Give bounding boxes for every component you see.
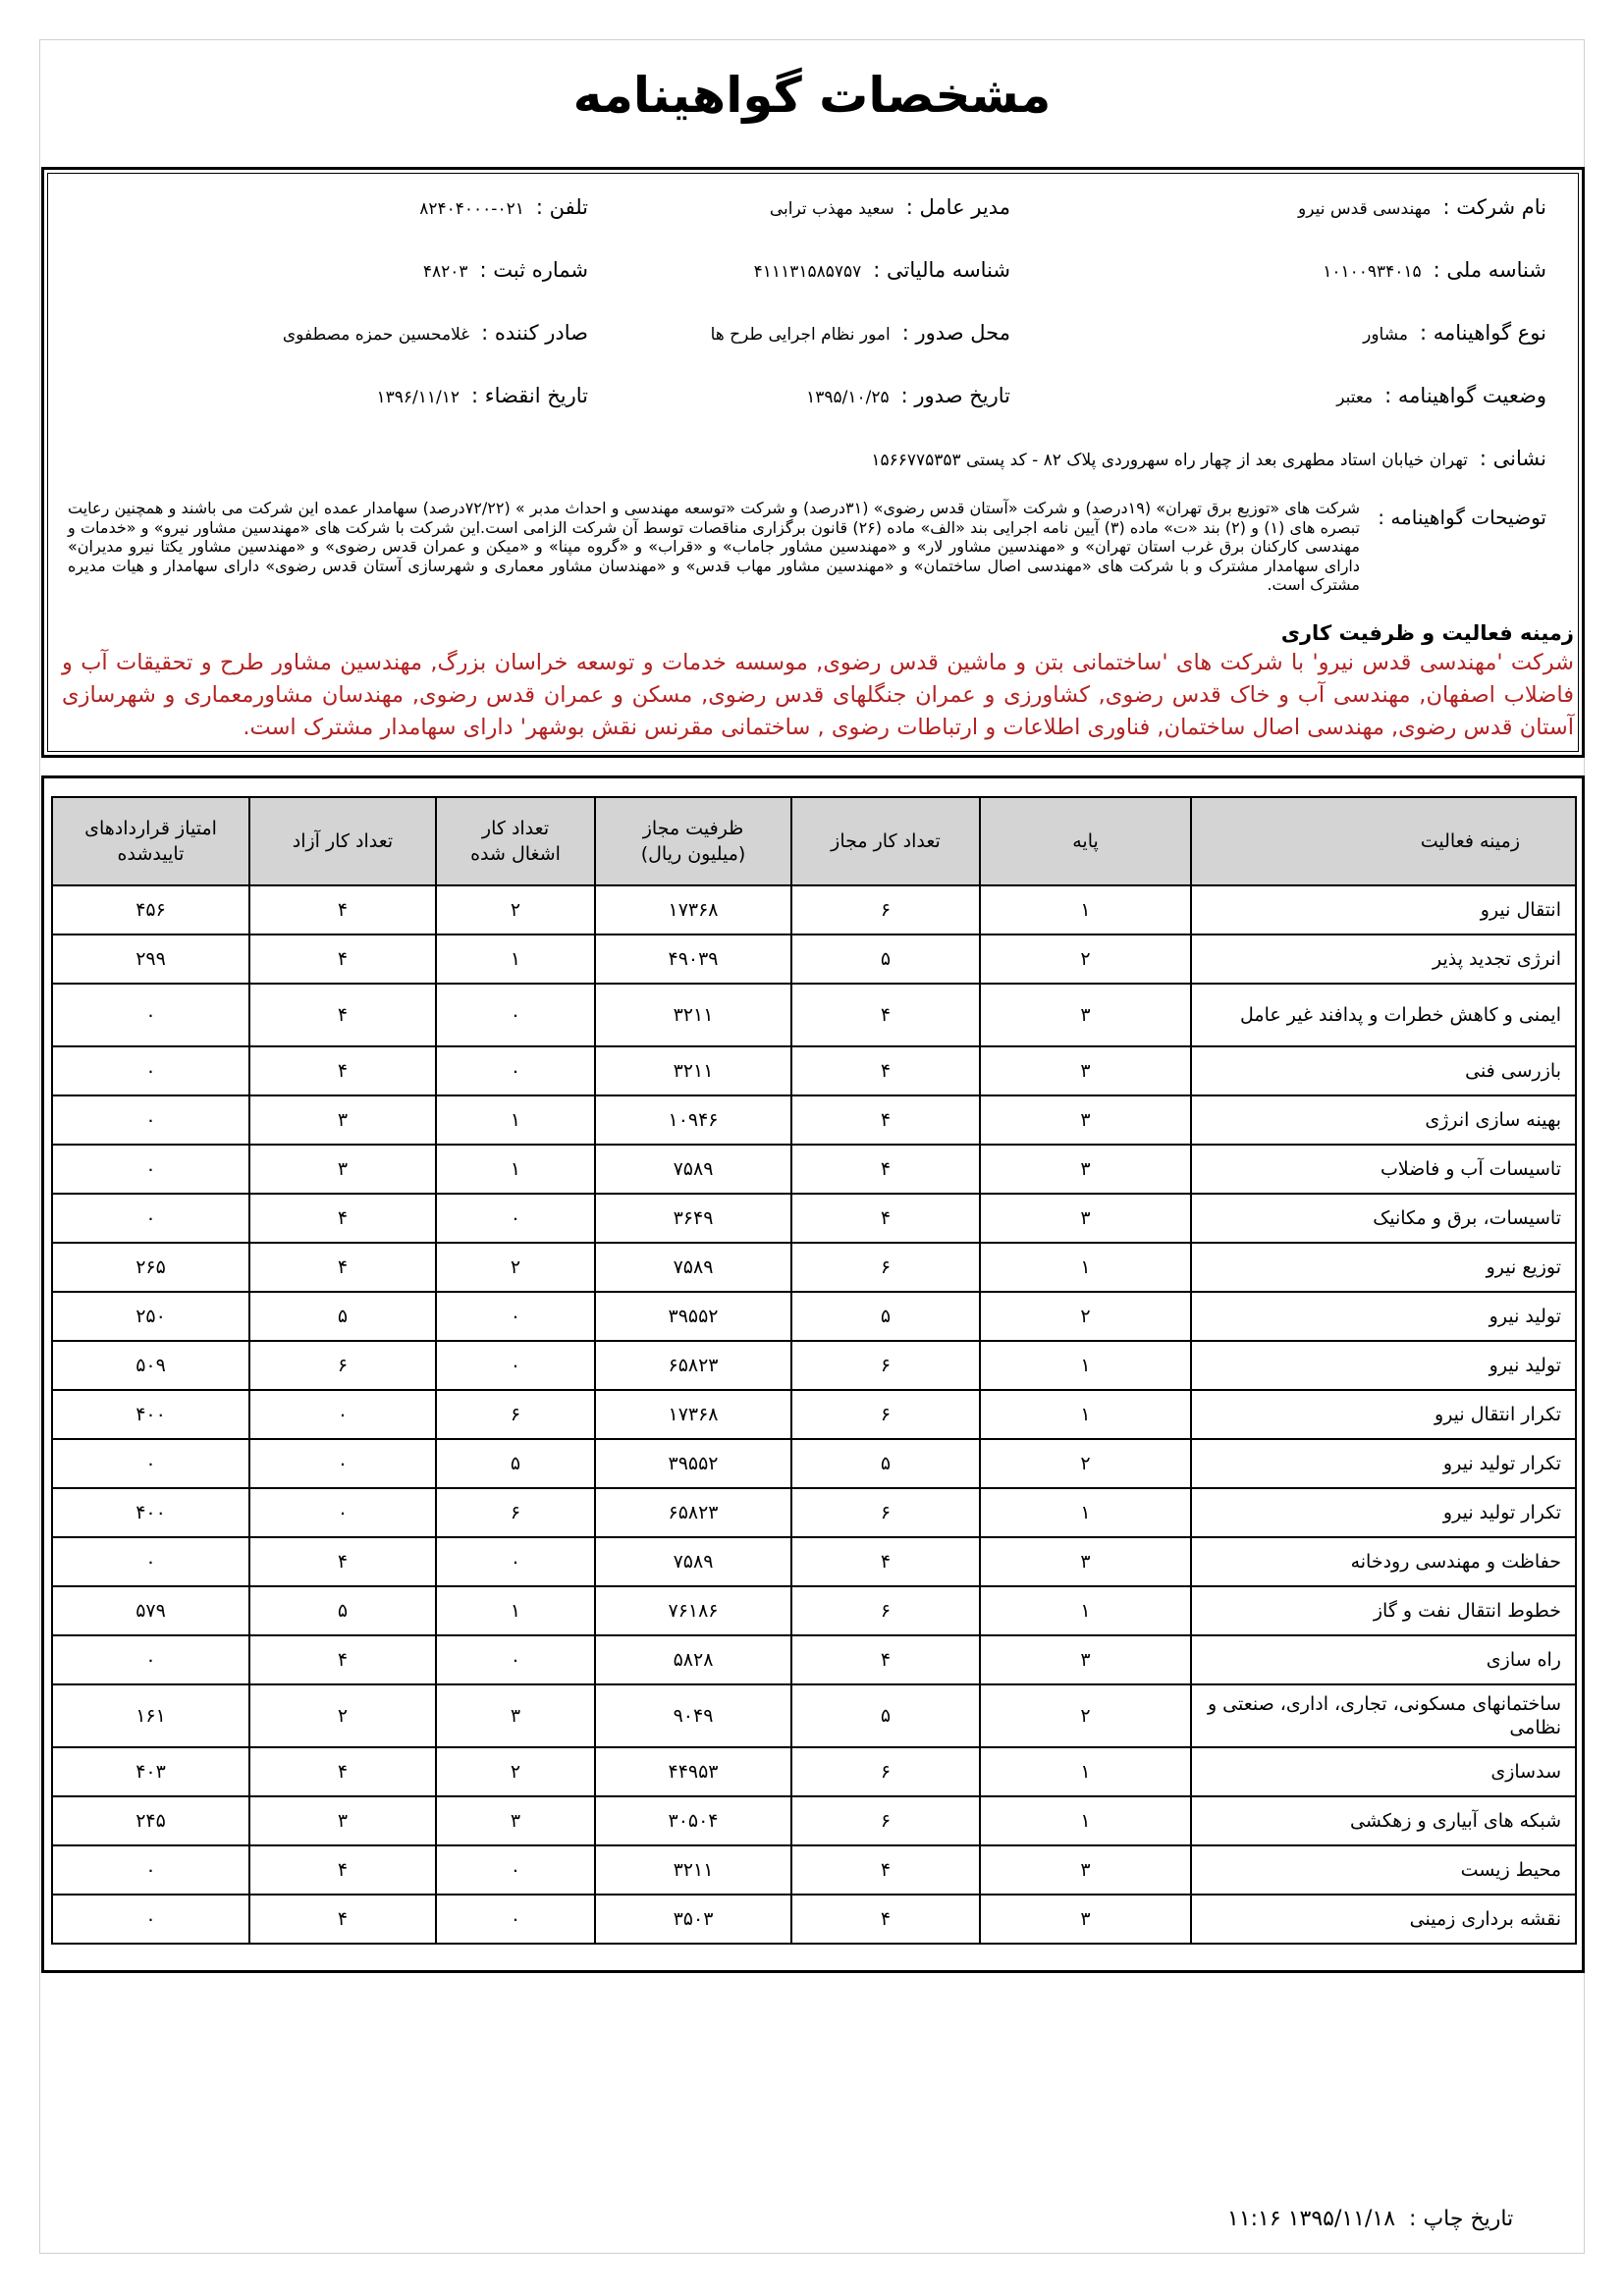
activity-table — [51, 796, 1577, 1945]
cell-free: ۳ — [249, 1796, 436, 1845]
cell-score: ۲۵۰ — [52, 1292, 249, 1341]
cell-occupied: ۱ — [436, 934, 595, 984]
cell-score: ۵۷۹ — [52, 1586, 249, 1635]
cell-free: ۴ — [249, 1845, 436, 1895]
cell-free: ۵ — [249, 1586, 436, 1635]
cell-occupied: ۰ — [436, 1845, 595, 1895]
cell-allowed-work: ۶ — [791, 885, 980, 934]
expiry-date-label: تاریخ انقضاء : — [471, 384, 588, 407]
cell-allowed-work: ۴ — [791, 1895, 980, 1944]
ceo-value: سعید مهذب ترابی — [769, 199, 894, 219]
cell-base: ۱ — [980, 1341, 1191, 1390]
cell-score: ۰ — [52, 1095, 249, 1145]
cell-free: ۴ — [249, 885, 436, 934]
cell-capacity: ۳۲۱۱ — [595, 984, 791, 1046]
print-date-value: ۱۳۹۵/۱۱/۱۸ ۱۱:۱۶ — [1227, 2207, 1396, 2231]
cell-base: ۳ — [980, 1845, 1191, 1895]
cell-score: ۴۰۰ — [52, 1488, 249, 1537]
cell-allowed-work: ۴ — [791, 1095, 980, 1145]
table-body — [52, 885, 1576, 1944]
issuer-value: غلامحسین حمزه مصطفوی — [282, 325, 470, 345]
cell-score: ۲۴۵ — [52, 1796, 249, 1845]
table-row — [52, 1243, 1576, 1292]
cell-occupied: ۶ — [436, 1390, 595, 1439]
cell-free: ۰ — [249, 1488, 436, 1537]
table-row — [52, 1635, 1576, 1684]
cell-base: ۲ — [980, 934, 1191, 984]
address-value: تهران خیابان استاد مطهری بعد از چهار راه سهروردی پلاک ۸۲ - کد پستی ۱۵۶۶۷۷۵۳۵۳ — [871, 451, 1468, 470]
cell-occupied: ۶ — [436, 1488, 595, 1537]
cell-activity: تاسیسات آب و فاضلاب — [1191, 1145, 1576, 1194]
cell-capacity: ۷۵۸۹ — [595, 1537, 791, 1586]
cell-base: ۳ — [980, 1145, 1191, 1194]
cell-free: ۴ — [249, 1194, 436, 1243]
cell-capacity: ۹۰۴۹ — [595, 1684, 791, 1747]
cell-score: ۱۶۱ — [52, 1684, 249, 1747]
cell-occupied: ۰ — [436, 1635, 595, 1684]
cell-capacity: ۴۹۰۳۹ — [595, 934, 791, 984]
cell-score: ۴۰۳ — [52, 1747, 249, 1796]
cell-activity: نقشه برداری زمینی — [1191, 1895, 1576, 1944]
cell-allowed-work: ۴ — [791, 1537, 980, 1586]
cell-free: ۵ — [249, 1292, 436, 1341]
cell-activity: توزیع نیرو — [1191, 1243, 1576, 1292]
cell-occupied: ۲ — [436, 1243, 595, 1292]
reg-no-label: شماره ثبت : — [479, 258, 588, 282]
header-capacity-text: ظرفیت مجاز (میلیون ریال) — [640, 818, 746, 865]
issuer-field — [283, 321, 588, 345]
cell-activity: تکرار تولید نیرو — [1191, 1488, 1576, 1537]
cell-score: ۰ — [52, 1194, 249, 1243]
header-score — [52, 797, 249, 885]
cell-occupied: ۰ — [436, 984, 595, 1046]
cell-capacity: ۶۵۸۲۳ — [595, 1488, 791, 1537]
cell-activity: بهینه سازی انرژی — [1191, 1095, 1576, 1145]
cell-free: ۴ — [249, 1243, 436, 1292]
cell-allowed-work: ۶ — [791, 1341, 980, 1390]
print-date-label: تاریخ چاپ : — [1409, 2207, 1514, 2231]
cell-activity: حفاظت و مهندسی رودخانه — [1191, 1537, 1576, 1586]
issue-date-field — [806, 384, 1010, 407]
cell-allowed-work: ۶ — [791, 1796, 980, 1845]
cell-base: ۱ — [980, 1796, 1191, 1845]
cell-activity: تکرار تولید نیرو — [1191, 1439, 1576, 1488]
cell-allowed-work: ۴ — [791, 984, 980, 1046]
cell-free: ۶ — [249, 1341, 436, 1390]
cell-capacity: ۳۲۱۱ — [595, 1046, 791, 1095]
cell-base: ۳ — [980, 1635, 1191, 1684]
header-base: پایه — [980, 797, 1191, 885]
cell-occupied: ۰ — [436, 1341, 595, 1390]
cell-capacity: ۳۰۵۰۴ — [595, 1796, 791, 1845]
cell-capacity: ۱۰۹۴۶ — [595, 1095, 791, 1145]
cell-free: ۰ — [249, 1439, 436, 1488]
cell-occupied: ۲ — [436, 885, 595, 934]
cell-capacity: ۶۵۸۲۳ — [595, 1341, 791, 1390]
cell-score: ۴۰۰ — [52, 1390, 249, 1439]
cell-allowed-work: ۶ — [791, 1747, 980, 1796]
table-row — [52, 1537, 1576, 1586]
cell-activity: راه سازی — [1191, 1635, 1576, 1684]
cell-activity: تولید نیرو — [1191, 1341, 1576, 1390]
address-field — [871, 447, 1546, 470]
cell-capacity: ۷۵۸۹ — [595, 1145, 791, 1194]
cell-allowed-work: ۶ — [791, 1390, 980, 1439]
cell-allowed-work: ۴ — [791, 1635, 980, 1684]
cell-occupied: ۳ — [436, 1684, 595, 1747]
cell-base: ۲ — [980, 1439, 1191, 1488]
cell-allowed-work: ۶ — [791, 1243, 980, 1292]
cell-allowed-work: ۴ — [791, 1046, 980, 1095]
cell-capacity: ۵۸۲۸ — [595, 1635, 791, 1684]
cell-capacity: ۱۷۳۶۸ — [595, 1390, 791, 1439]
cell-base: ۳ — [980, 1895, 1191, 1944]
cell-activity: تولید نیرو — [1191, 1292, 1576, 1341]
cert-type-field — [1363, 321, 1546, 345]
cell-capacity: ۳۲۱۱ — [595, 1845, 791, 1895]
table-row — [52, 984, 1576, 1046]
cell-score: ۰ — [52, 1895, 249, 1944]
table-row — [52, 1145, 1576, 1194]
cell-occupied: ۱ — [436, 1095, 595, 1145]
national-id-field — [1323, 258, 1546, 282]
table-row — [52, 1292, 1576, 1341]
table-row — [52, 1488, 1576, 1537]
cell-occupied: ۱ — [436, 1586, 595, 1635]
cert-status-field — [1336, 384, 1546, 407]
table-row — [52, 1046, 1576, 1095]
cell-score: ۰ — [52, 1439, 249, 1488]
scope-text: شرکت 'مهندسی قدس نیرو' با شرکت های 'ساختمانی بتن و ماشین قدس رضوی, موسسه خدمات و توسعه خراسان بزرگ, مهندسین مشاور طرح و تحقیقات آب و فاضلاب اصفهان, مهندسی آب و خاک قدس رضوی, کشاورزی و عمران جنگلهای قدس رضوی, مسکن و عمران قدس رضوی, مهندسان مشاورمعماری و شهرسازی آستان قدس رضوی, مهندسی اصال ساختمان, فناوری اطلاعات و ارتباطات رضوی , ساختمانی مقرنس نقش بوشهر' دارای سهامدار مشترک است. — [62, 650, 1574, 740]
cell-allowed-work: ۵ — [791, 934, 980, 984]
cell-activity: تکرار انتقال نیرو — [1191, 1390, 1576, 1439]
cell-activity: محیط زیست — [1191, 1845, 1576, 1895]
table-row — [52, 1684, 1576, 1747]
cell-allowed-work: ۵ — [791, 1684, 980, 1747]
cell-free: ۳ — [249, 1145, 436, 1194]
page-title: مشخصات گواهینامه — [572, 67, 1052, 124]
cell-free: ۴ — [249, 1747, 436, 1796]
table-row — [52, 1747, 1576, 1796]
cell-activity: بازرسی فنی — [1191, 1046, 1576, 1095]
table-row — [52, 885, 1576, 934]
cell-free: ۰ — [249, 1390, 436, 1439]
national-id-label: شناسه ملی : — [1433, 258, 1546, 282]
cell-score: ۵۰۹ — [52, 1341, 249, 1390]
ceo-field — [770, 195, 1010, 219]
cert-type-label: نوع گواهینامه : — [1420, 321, 1546, 345]
cell-score: ۰ — [52, 1845, 249, 1895]
cell-capacity: ۳۹۵۵۲ — [595, 1292, 791, 1341]
cell-capacity: ۷۵۸۹ — [595, 1243, 791, 1292]
header-allowed-work: تعداد کار مجاز — [791, 797, 980, 885]
cell-allowed-work: ۵ — [791, 1292, 980, 1341]
cert-status-label: وضعیت گواهینامه : — [1384, 384, 1546, 407]
company-value: مهندسی قدس نیرو — [1298, 199, 1432, 219]
tax-id-field — [754, 258, 1010, 282]
cell-activity: ایمنی و کاهش خطرات و پدافند غیر عامل — [1191, 984, 1576, 1046]
company-label: نام شرکت : — [1442, 195, 1546, 219]
cell-activity: تاسیسات، برق و مکانیک — [1191, 1194, 1576, 1243]
cell-score: ۰ — [52, 1635, 249, 1684]
cell-occupied: ۰ — [436, 1046, 595, 1095]
phone-label: تلفن : — [535, 195, 588, 219]
cell-occupied: ۲ — [436, 1747, 595, 1796]
table-row — [52, 1341, 1576, 1390]
cell-base: ۲ — [980, 1292, 1191, 1341]
cell-base: ۳ — [980, 984, 1191, 1046]
cell-capacity: ۳۵۰۳ — [595, 1895, 791, 1944]
cell-score: ۰ — [52, 1537, 249, 1586]
table-row — [52, 1586, 1576, 1635]
reg-no-field — [423, 258, 588, 282]
table-row — [52, 1845, 1576, 1895]
table-row — [52, 1390, 1576, 1439]
cell-score: ۴۵۶ — [52, 885, 249, 934]
cell-base: ۱ — [980, 885, 1191, 934]
table-row — [52, 934, 1576, 984]
cell-activity: ساختمانهای مسکونی، تجاری، اداری، صنعتی و نظامی — [1191, 1684, 1576, 1747]
cell-allowed-work: ۶ — [791, 1488, 980, 1537]
table-row — [52, 1895, 1576, 1944]
cell-capacity: ۳۹۵۵۲ — [595, 1439, 791, 1488]
issue-place-value: امور نظام اجرایی طرح ها — [710, 325, 891, 345]
issue-date-label: تاریخ صدور : — [900, 384, 1010, 407]
cell-capacity: ۴۴۹۵۳ — [595, 1747, 791, 1796]
tax-id-label: شناسه مالیاتی : — [873, 258, 1010, 282]
cert-type-value: مشاور — [1363, 325, 1409, 345]
cell-allowed-work: ۵ — [791, 1439, 980, 1488]
header-capacity — [595, 797, 791, 885]
address-label: نشانی : — [1479, 447, 1546, 470]
cell-base: ۱ — [980, 1586, 1191, 1635]
header-score-text: امتیاز قراردادهای تاییدشده — [84, 818, 217, 865]
issue-place-label: محل صدور : — [901, 321, 1010, 345]
cell-free: ۴ — [249, 1046, 436, 1095]
cell-occupied: ۱ — [436, 1145, 595, 1194]
table-header-row — [52, 797, 1576, 885]
header-activity: زمینه فعالیت — [1191, 797, 1576, 885]
cell-base: ۳ — [980, 1046, 1191, 1095]
cell-free: ۴ — [249, 984, 436, 1046]
print-date — [1227, 2207, 1513, 2231]
cell-base: ۳ — [980, 1194, 1191, 1243]
phone-field — [419, 195, 588, 219]
expiry-date-value: ۱۳۹۶/۱۱/۱۲ — [376, 388, 460, 407]
cell-capacity: ۳۶۴۹ — [595, 1194, 791, 1243]
cell-activity: سدسازی — [1191, 1747, 1576, 1796]
issue-date-value: ۱۳۹۵/۱۰/۲۵ — [806, 388, 890, 407]
cell-capacity: ۷۶۱۸۶ — [595, 1586, 791, 1635]
cert-status-value: معتبر — [1336, 388, 1374, 407]
phone-value: ۰۲۱-۸۲۴۰۴۰۰۰ — [419, 199, 524, 219]
cell-score: ۰ — [52, 1145, 249, 1194]
description-text: شرکت های «توزیع برق تهران» (۱۹درصد) و شرکت «آستان قدس رضوی» (۳۱درصد) و شرکت «توسعه مهندسی و احداث مدبر » (۷۲/۲۲درصد) سهامدار عمده این شرکت می باشند و همچنین رعایت تبصره های (۱) و (۲) بند «ت» ماده (۳) آیین نامه اجرایی بند «الف» ماده (۲۶) قانون برگزاری مناقصات توسط آن شرکت الزامی است.این شرکت با شرکت های «مهندسین مشاور نیرو» و «خدمات و مهندسی کارکنان برق غرب استان تهران» و «مهندسین مشاور لار» و «مهندسین مشاور جاماب» و «قراب» و «گروه مپنا» و «میکن و عمران قدس رضوی» و «مهندسین مشاور یکتا نیرو مدیران» دارای سهامدار مشترک و با شرکت های «مهندسی اصال ساختمان» و «مهندسین مشاور مهاب قدس» و «مهندسان مشاور معماری و شهرسازی آستان قدس رضوی» دارای سهامدار و هیات مدیره مشترک است. — [68, 499, 1361, 594]
header-occupied — [436, 797, 595, 885]
issuer-label: صادر کننده : — [481, 321, 588, 345]
cell-base: ۱ — [980, 1390, 1191, 1439]
cell-score: ۲۹۹ — [52, 934, 249, 984]
cell-occupied: ۰ — [436, 1895, 595, 1944]
cell-allowed-work: ۶ — [791, 1586, 980, 1635]
cell-occupied: ۰ — [436, 1537, 595, 1586]
cell-free: ۴ — [249, 934, 436, 984]
cell-allowed-work: ۴ — [791, 1145, 980, 1194]
scope-title: زمینه فعالیت و ظرفیت کاری — [1280, 621, 1574, 645]
cell-free: ۲ — [249, 1684, 436, 1747]
cell-base: ۳ — [980, 1537, 1191, 1586]
cell-free: ۴ — [249, 1895, 436, 1944]
cell-allowed-work: ۴ — [791, 1845, 980, 1895]
table-row — [52, 1796, 1576, 1845]
cell-allowed-work: ۴ — [791, 1194, 980, 1243]
cell-occupied: ۳ — [436, 1796, 595, 1845]
expiry-date-field — [376, 384, 588, 407]
tax-id-value: ۴۱۱۱۳۱۵۸۵۷۵۷ — [753, 262, 862, 282]
cell-activity: انتقال نیرو — [1191, 885, 1576, 934]
reg-no-value: ۴۸۲۰۳ — [422, 262, 468, 282]
cell-base: ۳ — [980, 1095, 1191, 1145]
cell-occupied: ۵ — [436, 1439, 595, 1488]
certificate-info-box — [41, 167, 1585, 758]
cell-base: ۱ — [980, 1747, 1191, 1796]
cell-free: ۴ — [249, 1635, 436, 1684]
description-label: توضیحات گواهینامه : — [1378, 506, 1546, 529]
header-occupied-text: تعداد کار اشغال شده — [470, 818, 561, 865]
cell-activity: شبکه های آبیاری و زهکشی — [1191, 1796, 1576, 1845]
header-free: تعداد کار آزاد — [249, 797, 436, 885]
cell-capacity: ۱۷۳۶۸ — [595, 885, 791, 934]
cell-score: ۲۶۵ — [52, 1243, 249, 1292]
cell-score: ۰ — [52, 984, 249, 1046]
cell-base: ۱ — [980, 1488, 1191, 1537]
cell-base: ۲ — [980, 1684, 1191, 1747]
table-row — [52, 1095, 1576, 1145]
cell-activity: انرژی تجدید پذیر — [1191, 934, 1576, 984]
cell-free: ۳ — [249, 1095, 436, 1145]
cell-score: ۰ — [52, 1046, 249, 1095]
table-row — [52, 1194, 1576, 1243]
national-id-value: ۱۰۱۰۰۹۳۴۰۱۵ — [1323, 262, 1422, 282]
cell-occupied: ۰ — [436, 1292, 595, 1341]
cell-occupied: ۰ — [436, 1194, 595, 1243]
ceo-label: مدیر عامل : — [905, 195, 1010, 219]
cell-free: ۴ — [249, 1537, 436, 1586]
cell-activity: خطوط انتقال نفت و گاز — [1191, 1586, 1576, 1635]
issue-place-field — [711, 321, 1010, 345]
table-row — [52, 1439, 1576, 1488]
company-field — [1298, 195, 1546, 219]
cell-base: ۱ — [980, 1243, 1191, 1292]
